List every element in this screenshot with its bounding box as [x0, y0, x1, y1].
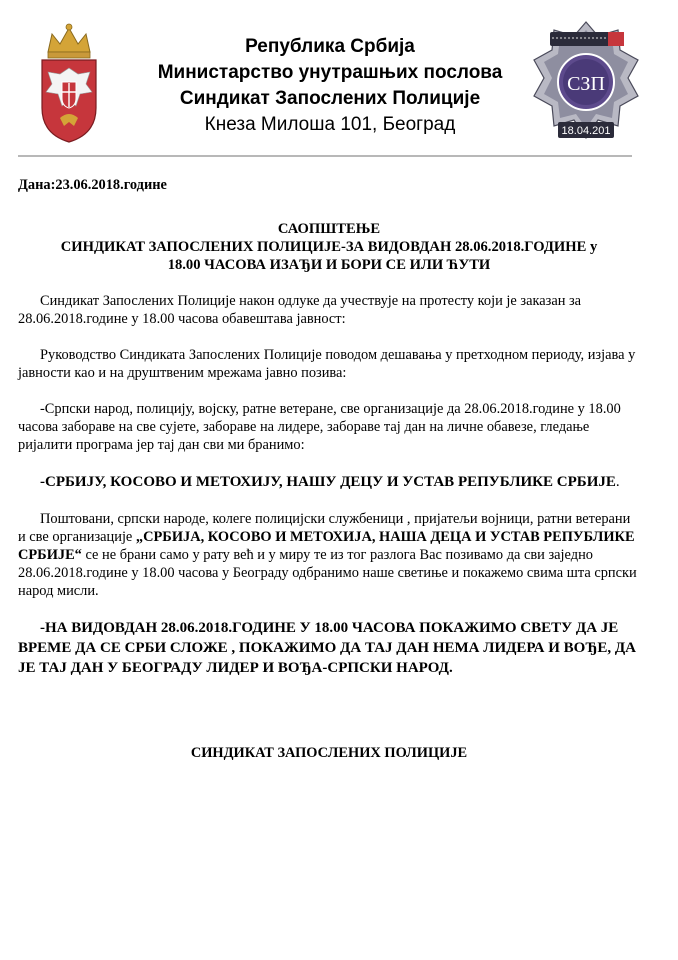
signature: СИНДИКАТ ЗАПОСЛЕНИХ ПОЛИЦИЈЕ — [190, 745, 468, 761]
paragraph-3: -Српски народ, полицију, војску, ратне ветеране, све организације да 28.06.2018.године у 18.00 часова забораве на све сујете, забораве на лидере, забораве тај дан на личне обавезе, гледање ријалити програма јер тај дан сви ми бранимо: — [18, 401, 621, 453]
serbian-coat-of-arms-icon — [38, 22, 100, 146]
letterhead-text — [130, 34, 530, 138]
document-date: Дана:23.06.2018.године — [18, 177, 167, 193]
header-divider — [18, 155, 632, 157]
paragraph-5-intro: Поштовани, српски народе, колеге полицијски службеници , пријатељи војници, ратни ветерани и све организације — [18, 511, 631, 545]
document-title — [18, 220, 640, 274]
document-body — [18, 170, 640, 762]
paragraph-2: Руководство Синдиката Запослених Полиције поводом дешавања у претходном периоду, изјава у јавности као и на друштвеним мрежама јавно позива: — [18, 347, 636, 381]
letterhead — [0, 0, 678, 162]
badge-date: 18.04.201 — [561, 125, 611, 137]
title-line-3: 18.00 ЧАСОВА ИЗАЂИ И БОРИ СЕ ИЛИ ЋУТИ — [167, 257, 491, 273]
header-line-union: Синдикат Запослених Полиције — [179, 88, 481, 109]
header-address: Кнеза Милоша 101, Београд — [204, 114, 456, 135]
header-line-ministry: Министарство унутрашњих послова — [157, 62, 503, 83]
paragraph-4-period: . — [615, 474, 620, 490]
police-union-badge-icon — [532, 20, 640, 150]
paragraph-6: -НА ВИДОВДАН 28.06.2018.ГОДИНЕ У 18.00 ЧАСОВА ПОКАЖИМО СВЕТУ ДА ЈЕ ВРЕМЕ ДА СЕ СРБИ СЛОЖЕ , ПОКАЖИМО ДА ТАЈ ДАН НЕМА ЛИДЕРА И ВОЂЕ, ДА ЈЕ ТАЈ ДАН У БЕОГРАДУ ЛИДЕР И ВОЂА-СРПСКИ НАРОД. — [18, 620, 637, 676]
paragraph-1: Синдикат Запослених Полиције након одлуке да учествује на протесту који је заказан за 28.06.2018.године у 18.00 часова обавештава јавност: — [18, 293, 582, 327]
paragraph-5-emphasis: „СРБИЈА, КОСОВО И МЕТОХИЈА, НАША ДЕЦА И УСТАВ РЕПУБЛИКЕ СРБИЈЕ“ — [18, 529, 635, 563]
title-line-2: СИНДИКАТ ЗАПОСЛЕНИХ ПОЛИЦИЈЕ-ЗА ВИДОВДАН 28.06.2018.ГОДИНЕ у — [60, 239, 598, 255]
title-line-1: САОПШТЕЊЕ — [277, 221, 381, 237]
header-line-republic: Република Србија — [245, 36, 415, 57]
badge-initials: СЗП — [567, 73, 605, 95]
paragraph-5-rest: се не брани само у рату већ и у миру те из тог разлога Вас позивамо да сви заједно 28.06.2018.године у 18.00 часова у Београду одбранимо наше светиње и покажемо свима шта српски народ мисли. — [18, 547, 637, 599]
paragraph-4-text: -СРБИЈУ, КОСОВО И МЕТОХИЈУ, НАШУ ДЕЦУ И УСТАВ РЕПУБЛИКЕ СРБИЈЕ — [40, 474, 616, 490]
paragraph-5 — [18, 510, 640, 600]
paragraph-4 — [18, 472, 640, 492]
